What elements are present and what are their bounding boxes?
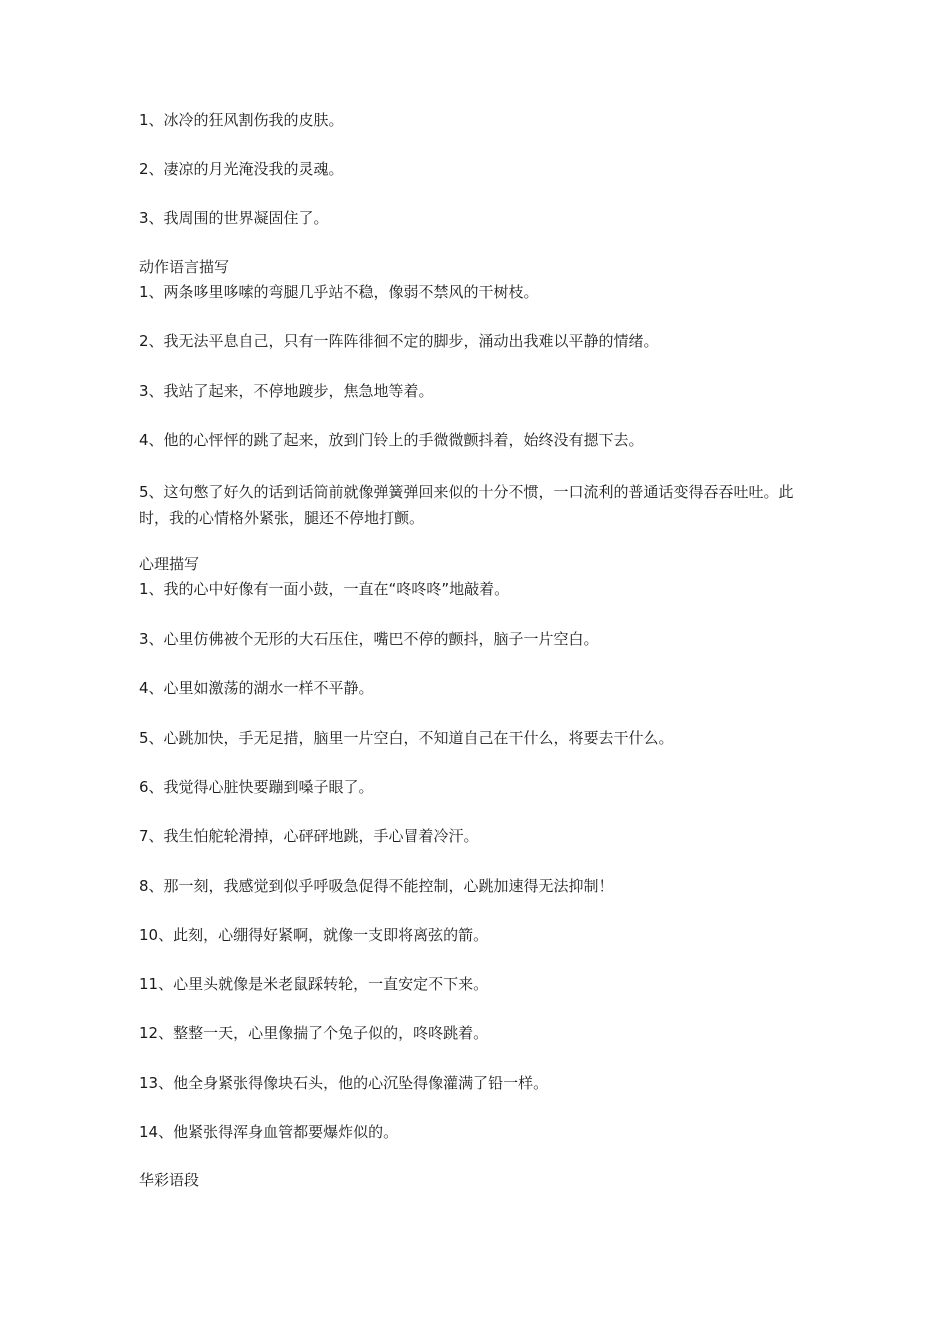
psych-item-1: 1、我的心中好像有一面小鼓，一直在“咚咚咚”地敲着。 — [139, 580, 510, 598]
psych-item-5: 5、心跳加快，手无足措，脑里一片空白，不知道自己在干什么，将要去干什么。 — [139, 729, 674, 747]
psych-item-14: 14、他紧张得浑身血管都要爆炸似的。 — [139, 1123, 399, 1141]
psych-item-12: 12、整整一天，心里像揣了个兔子似的，咚咚跳着。 — [139, 1024, 489, 1042]
psych-item-7: 7、我生怕舵轮滑掉，心砰砰地跳，手心冒着冷汗。 — [139, 827, 479, 845]
intro-item-3: 3、我周围的世界凝固住了。 — [139, 209, 329, 227]
psych-item-4: 4、心里如激荡的湖水一样不平静。 — [139, 679, 374, 697]
psych-item-13: 13、他全身紧张得像块石头，他的心沉坠得像灌满了铅一样。 — [139, 1074, 549, 1092]
psych-item-3: 3、心里仿佛被个无形的大石压住，嘴巴不停的颤抖，脑子一片空白。 — [139, 630, 599, 648]
psych-item-6: 6、我觉得心脏快要蹦到嗓子眼了。 — [139, 778, 374, 796]
action-item-1: 1、两条哆里哆嗦的弯腿几乎站不稳，像弱不禁风的干树枝。 — [139, 283, 539, 301]
action-item-5: 5、这句憋了好久的话到话筒前就像弹簧弹回来似的十分不惯，一口流利的普通话变得吞吞吐吐。此时，我的心情格外紧张，腿还不停地打颤。 — [139, 483, 794, 527]
section-heading-psych: 心理描写 — [139, 555, 200, 573]
action-item-2: 2、我无法平息自己，只有一阵阵徘徊不定的脚步，涌动出我难以平静的情绪。 — [139, 332, 659, 350]
action-item-3: 3、我站了起来，不停地踱步，焦急地等着。 — [139, 382, 434, 400]
psych-item-11: 11、心里头就像是米老鼠踩转轮，一直安定不下来。 — [139, 975, 489, 993]
action-item-4: 4、他的心怦怦的跳了起来，放到门铃上的手微微颤抖着，始终没有摁下去。 — [139, 431, 644, 449]
section-heading-action: 动作语言描写 — [139, 258, 230, 276]
intro-item-1: 1、冰冷的狂风割伤我的皮肤。 — [139, 111, 344, 129]
psych-item-8: 8、那一刻，我感觉到似乎呼吸急促得不能控制，心跳加速得无法抑制！ — [139, 877, 614, 895]
psych-item-10: 10、此刻，心绷得好紧啊，就像一支即将离弦的箭。 — [139, 926, 489, 944]
intro-item-2: 2、凄凉的月光淹没我的灵魂。 — [139, 160, 344, 178]
section-heading-highlight: 华彩语段 — [139, 1171, 200, 1189]
